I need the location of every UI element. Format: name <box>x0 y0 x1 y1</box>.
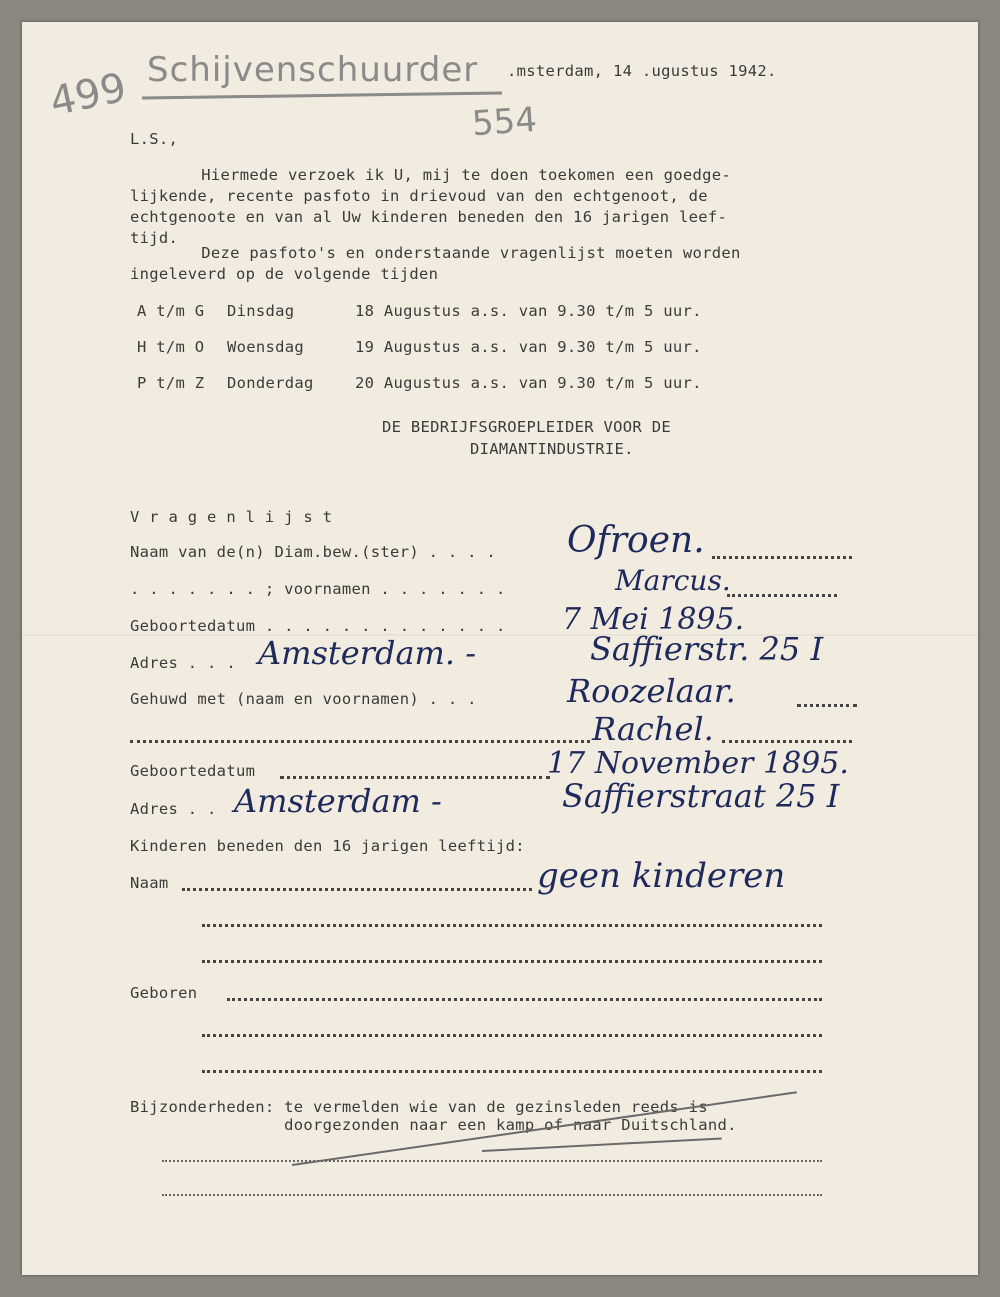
label-firstnames: . . . . . . . ; voornamen . . . . . . . <box>130 580 506 598</box>
pencil-file-number: 499 <box>46 64 131 126</box>
handwritten-address-city: Amsterdam. - <box>258 634 477 672</box>
schedule-range: A t/m G <box>137 302 205 320</box>
form-title: V r a g e n l i j s t <box>130 508 333 526</box>
letter-line: tijd. <box>130 229 179 247</box>
pencil-family-name: Schijvenschuurder <box>147 50 479 90</box>
pencil-underline <box>142 91 502 99</box>
handwritten-address-street: Saffierstr. 25 I <box>590 630 824 668</box>
dotted-line <box>797 704 857 707</box>
handwritten-spouse-birthdate: 17 November 1895. <box>547 746 849 781</box>
label-married: Gehuwd met (naam en voornamen) . . . <box>130 690 477 708</box>
label-child-name: Naam <box>130 874 169 892</box>
label-address-2: Adres . . <box>130 800 217 818</box>
letter-line: Hiermede verzoek ik U, mij te doen toekomen een goedge- <box>182 166 732 184</box>
salutation: L.S., <box>130 130 179 148</box>
handwritten-spouse-address-street: Saffierstraat 25 I <box>562 777 840 815</box>
dotted-line <box>227 998 822 1001</box>
letter-line: Deze pasfoto's en onderstaande vragenlijst moeten worden <box>182 244 741 262</box>
handwritten-birthdate: 7 Mei 1895. <box>562 602 745 637</box>
dotted-line <box>162 1160 822 1162</box>
label-address: Adres . . . <box>130 654 236 672</box>
dotted-line <box>202 924 822 927</box>
dotted-line <box>182 888 532 891</box>
place-date: .msterdam, 14 .ugustus 1942. <box>507 62 777 80</box>
schedule-day: Dinsdag <box>227 302 314 320</box>
label-details-2: doorgezonden naar een kamp of naar Duitschland. <box>130 1116 737 1134</box>
handwritten-firstname: Marcus. <box>615 564 731 597</box>
letter-line: ingeleverd op de volgende tijden <box>130 265 439 283</box>
label-birthdate: Geboortedatum . . . . . . . . . . . . . <box>130 617 506 635</box>
schedule-day: Woensdag <box>227 338 314 356</box>
letter-line: echtgenoote en van al Uw kinderen beneden den 16 jarigen leef- <box>130 208 728 226</box>
label-children: Kinderen beneden den 16 jarigen leeftijd: <box>130 837 525 855</box>
dotted-line <box>280 776 550 779</box>
dotted-line <box>202 1034 822 1037</box>
pencil-strike <box>482 1137 722 1152</box>
schedule-date: 20 Augustus a.s. van 9.30 t/m 5 uur. <box>355 374 702 392</box>
handwritten-surname: Ofroen. <box>567 520 705 561</box>
letter-line: lijkende, recente pasfoto in drievoud van den echtgenoot, de <box>130 187 708 205</box>
label-birthdate-2: Geboortedatum <box>130 762 256 780</box>
handwritten-children: geen kinderen <box>537 856 786 896</box>
signatory-line-1: DE BEDRIJFSGROEPLEIDER VOOR DE <box>382 418 671 436</box>
dotted-line <box>162 1194 822 1196</box>
handwritten-spouse-address-city: Amsterdam - <box>234 782 442 820</box>
schedule-day: Donderdag <box>227 374 314 392</box>
schedule-date: 19 Augustus a.s. van 9.30 t/m 5 uur. <box>355 338 702 356</box>
handwritten-spouse-surname: Roozelaar. <box>567 672 736 710</box>
label-details: Bijzonderheden: te vermelden wie van de gezinsleden reeds is <box>130 1098 708 1116</box>
signatory-line-2: DIAMANTINDUSTRIE. <box>470 440 634 458</box>
schedule-range: H t/m O <box>137 338 205 356</box>
schedule-date: 18 Augustus a.s. van 9.30 t/m 5 uur. <box>355 302 702 320</box>
dotted-line <box>727 594 837 597</box>
handwritten-spouse-firstname: Rachel. <box>592 710 714 748</box>
schedule-range: P t/m Z <box>137 374 205 392</box>
dotted-line <box>130 740 590 743</box>
dotted-line <box>202 960 822 963</box>
dotted-line <box>722 740 852 743</box>
label-name: Naam van de(n) Diam.bew.(ster) . . . . <box>130 543 497 561</box>
pencil-record-number: 554 <box>470 99 539 145</box>
label-born: Geboren <box>130 984 198 1002</box>
dotted-line <box>202 1070 822 1073</box>
dotted-line <box>712 556 852 559</box>
document-sheet <box>22 22 978 1275</box>
